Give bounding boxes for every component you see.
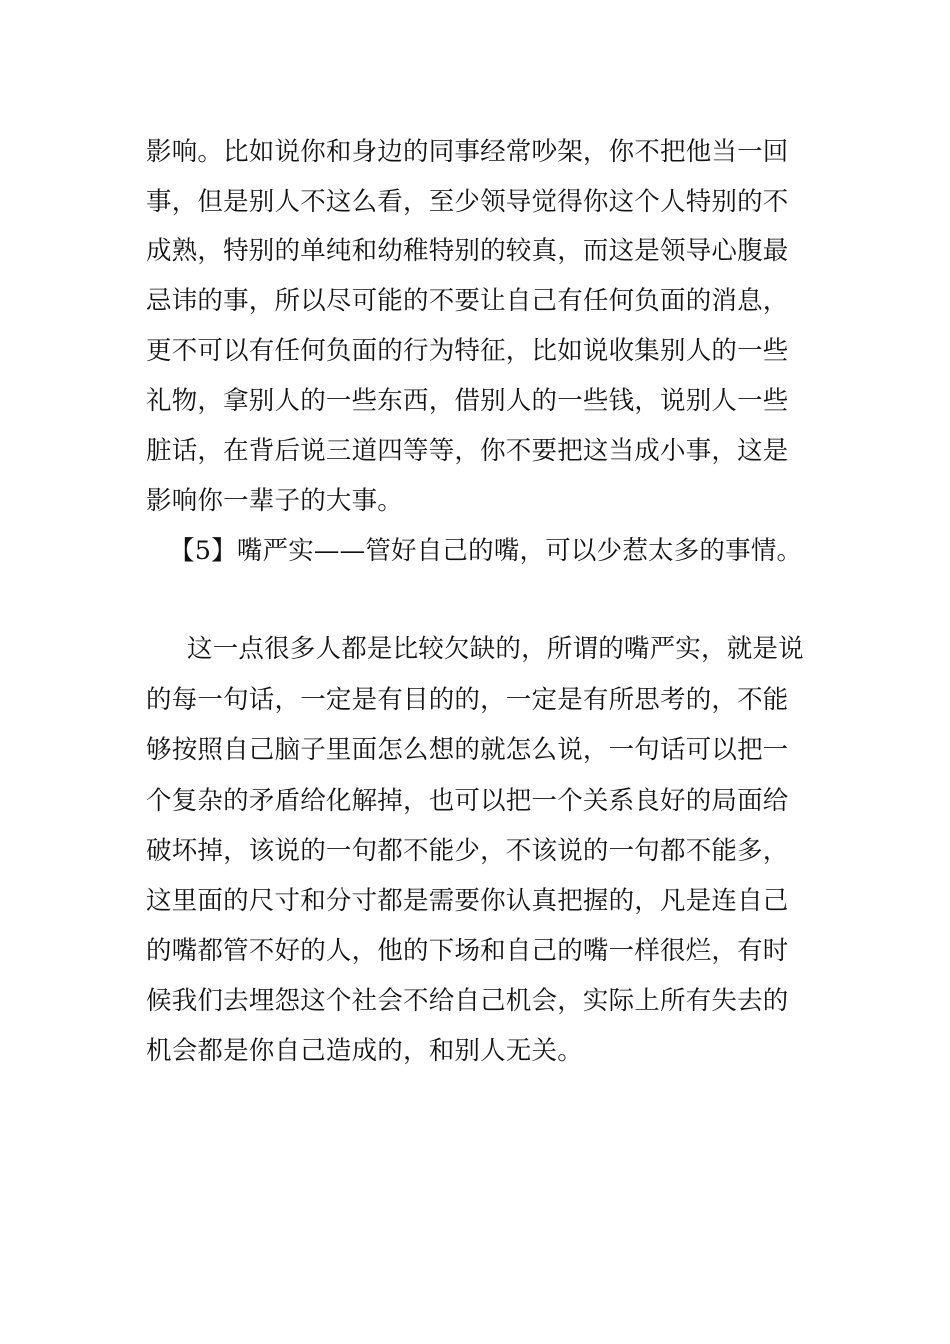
paragraph-2-line-1: 这一点很多人都是比较欠缺的，所谓的嘴严实，就是说 [187,634,804,664]
paragraph-1-line-8: 影响你一辈子的大事。 [146,486,404,516]
paragraph-1-line-5: 更不可以有任何负面的行为特征，比如说收集别人的一些 [146,336,789,366]
paragraph-2-line-4: 个复杂的矛盾给化解掉，也可以把一个关系良好的局面给 [146,786,789,816]
paragraph-2-line-8: 候我们去埋怨这个社会不给自己机会，实际上所有失去的 [146,986,789,1016]
paragraph-2-line-2: 的每一句话，一定是有目的的，一定是有所思考的，不能 [146,685,789,715]
paragraph-2-line-7: 的嘴都管不好的人，他的下场和自己的嘴一样很烂，有时 [146,936,789,966]
paragraph-2-line-3: 够按照自己脑子里面怎么想的就怎么说，一句话可以把一 [146,735,789,765]
paragraph-1-line-2: 事，但是别人不这么看，至少领导觉得你这个人特别的不 [146,187,789,217]
section-heading-5: 【5】嘴严实——管好自己的嘴，可以少惹太多的事情。 [169,536,803,566]
paragraph-2-line-6: 这里面的尺寸和分寸都是需要你认真把握的，凡是连自己 [146,886,789,916]
paragraph-2-line-5: 破坏掉，该说的一句都不能少，不该说的一句都不能多， [146,836,789,866]
paragraph-2-line-9: 机会都是你自己造成的，和别人无关。 [146,1036,583,1066]
paragraph-1-line-1: 影响。比如说你和身边的同事经常吵架，你不把他当一回 [146,137,789,167]
paragraph-1-line-7: 脏话，在背后说三道四等等，你不要把这当成小事，这是 [146,436,789,466]
paragraph-1-line-6: 礼物，拿别人的一些东西，借别人的一些钱，说别人一些 [146,386,789,416]
paragraph-1-line-4: 忌讳的事，所以尽可能的不要让自己有任何负面的消息， [146,286,789,316]
paragraph-1-line-3: 成熟，特别的单纯和幼稚特别的较真，而这是领导心腹最 [146,236,789,266]
